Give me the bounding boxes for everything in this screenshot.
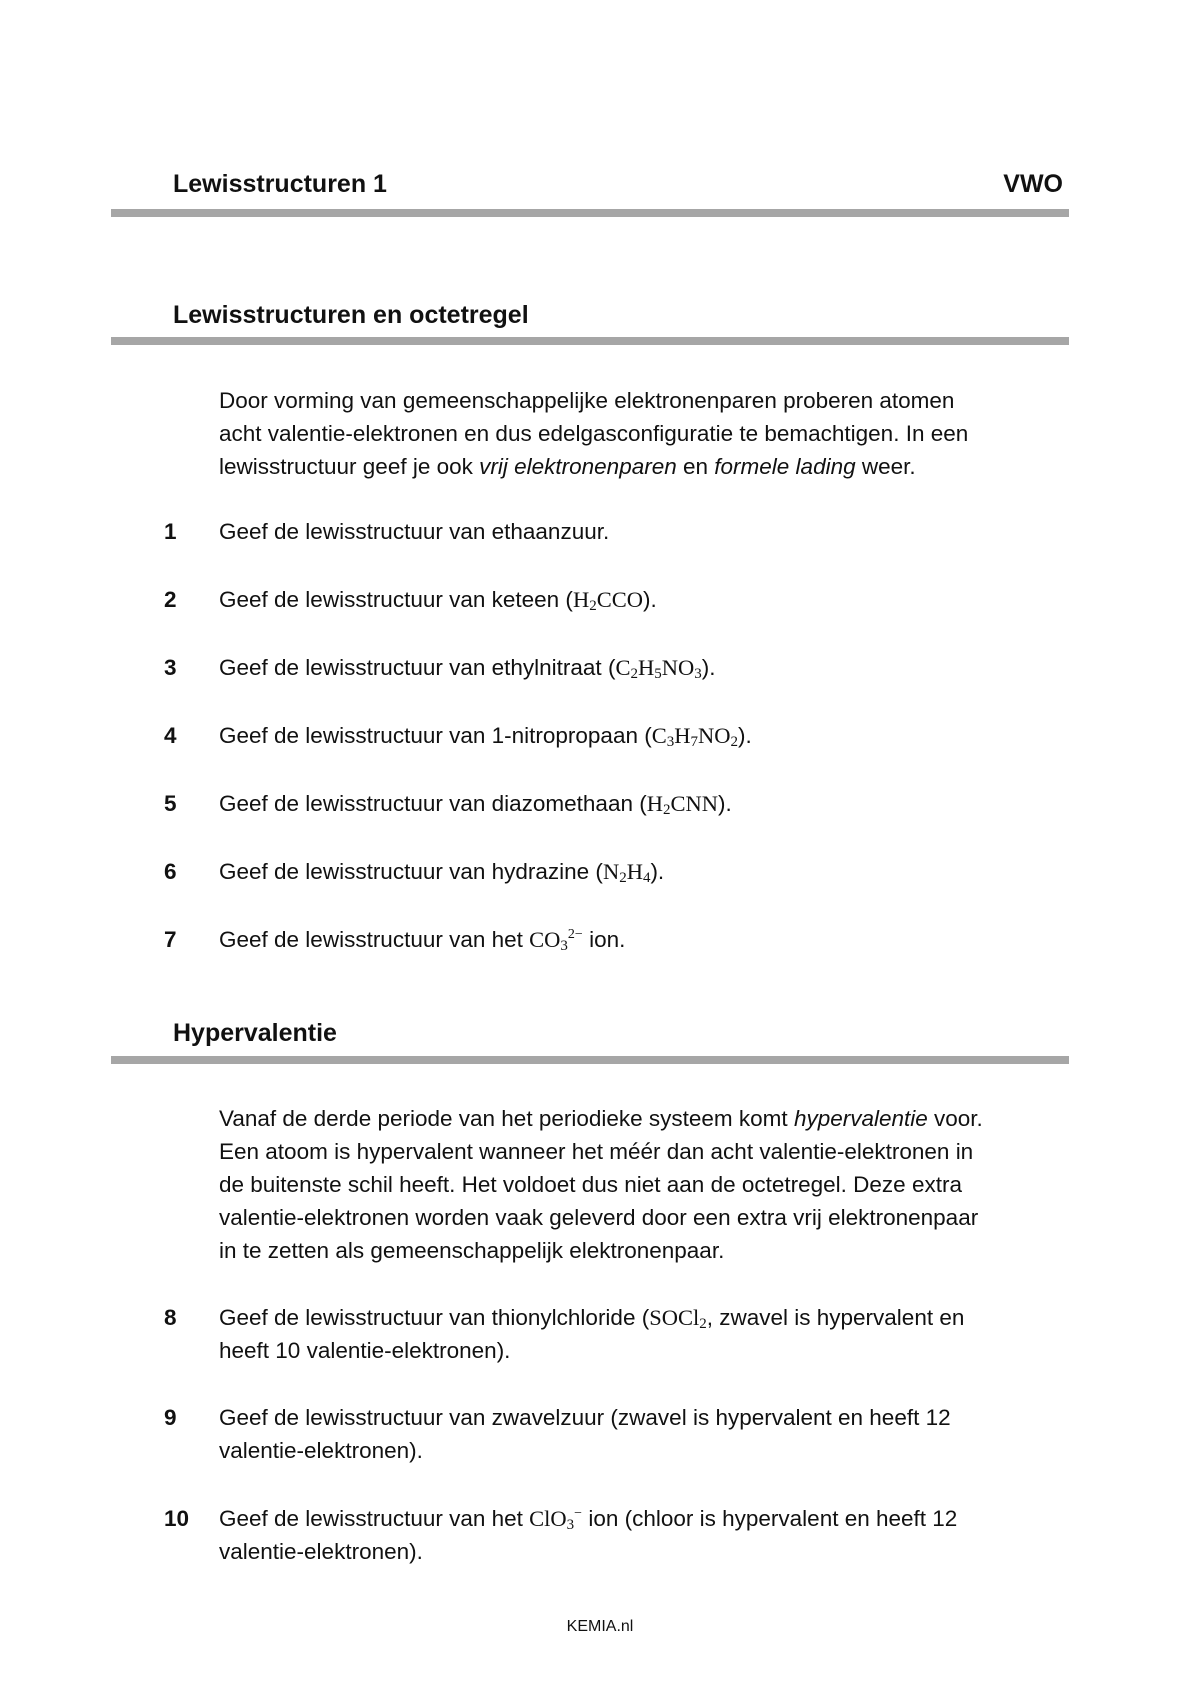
question-text: Geef de lewisstructuur van het $CO_3^{2-}$ ion. [219, 927, 626, 954]
section1-intro [219, 384, 1069, 483]
section-title-octet: Lewisstructuren en octetregel [173, 301, 529, 329]
question-text: Geef de lewisstructuur van hydrazine $(N_2H_4)$. [219, 859, 665, 886]
footer-site: KEMIA.nl [566, 1618, 634, 1635]
question-number: 2 [164, 587, 177, 612]
formula: $C_3H_7NO_2$ [651, 723, 738, 750]
question-text: Geef de lewisstructuur van zwavelzuur (zwavel is hypervalent en heeft 12 valentie-elektronen). [219, 1405, 951, 1463]
formula: $CO_3^{2-}$ [529, 927, 583, 954]
section-rule-octet [111, 337, 1069, 345]
question-number: 5 [164, 791, 177, 816]
header-rule [111, 209, 1069, 217]
question-text: Geef de lewisstructuur van keteen $(H_2CCO)$. [219, 587, 657, 614]
question-number: 8 [164, 1305, 177, 1330]
term-hypervalentie: hypervalentie [793, 1106, 928, 1131]
question-number: 4 [164, 723, 177, 748]
question-text: Geef de lewisstructuur van het ClO$_3$− ion (chloor is hypervalent en heeft 12 valentie-elektronen). [219, 1506, 958, 1564]
formula: SOCl$_2$ [649, 1305, 707, 1332]
question-number: 10 [164, 1506, 190, 1531]
formula: $N_2H_4$ [602, 859, 651, 886]
question-text: Geef de lewisstructuur van 1-nitropropaan $(C_3H_7NO_2)$. [219, 723, 752, 750]
page-title: Lewisstructuren 1 [173, 170, 387, 198]
question-number: 7 [164, 927, 177, 952]
formula: ClO$_3$− [529, 1506, 583, 1533]
term-vrij-elektronenparen: vrij elektronenparen [479, 454, 677, 479]
page-header [173, 170, 1063, 199]
level-label: VWO [1003, 170, 1063, 198]
term-formele-lading: formele lading [714, 454, 856, 479]
intro-line: lewisstructuur geef je ook vrij elektronenparen en formele lading weer. [219, 454, 916, 479]
question-text: Geef de lewisstructuur van thionylchloride (SOCl$_2$, zwavel is hypervalent en heeft 10 valentie-elektronen). [219, 1305, 965, 1363]
question-number: 6 [164, 859, 177, 884]
intro-line: Een atoom is hypervalent wanneer het méér dan acht valentie-elektronen in [219, 1139, 974, 1164]
question-number: 1 [164, 519, 177, 544]
intro-line: acht valentie-elektronen en dus edelgasconfiguratie te bemachtigen. In een [219, 421, 969, 446]
section-rule-hypervalentie [111, 1056, 1069, 1064]
question-text: Geef de lewisstructuur van diazomethaan $(H_2CNN)$. [219, 791, 732, 818]
ion-charge: 2− [567, 927, 583, 942]
formula: $H_2CCO$ [572, 587, 643, 614]
intro-line: Vanaf de derde periode van het periodieke systeem komt hypervalentie voor. [219, 1106, 983, 1131]
intro-line: valentie-elektronen worden vaak geleverd door een extra vrij elektronenpaar [219, 1205, 979, 1230]
intro-line: Door vorming van gemeenschappelijke elektronenparen proberen atomen [219, 388, 955, 413]
section-title-hypervalentie: Hypervalentie [173, 1019, 337, 1047]
intro-line: de buitenste schil heeft. Het voldoet dus niet aan de octetregel. Deze extra [219, 1172, 962, 1197]
question-text: Geef de lewisstructuur van ethylnitraat $(C_2H_5NO_3)$. [219, 655, 716, 682]
intro-line: in te zetten als gemeenschappelijk elektronenpaar. [219, 1238, 725, 1263]
formula: $C_2H_5NO_3$ [615, 655, 702, 682]
section2-intro [219, 1102, 1069, 1267]
ion-charge: − [574, 1506, 583, 1521]
question-number: 9 [164, 1405, 177, 1430]
question-text: Geef de lewisstructuur van ethaanzuur. [219, 519, 610, 544]
question-number: 3 [164, 655, 177, 680]
formula: $H_2CNN$ [646, 791, 718, 818]
